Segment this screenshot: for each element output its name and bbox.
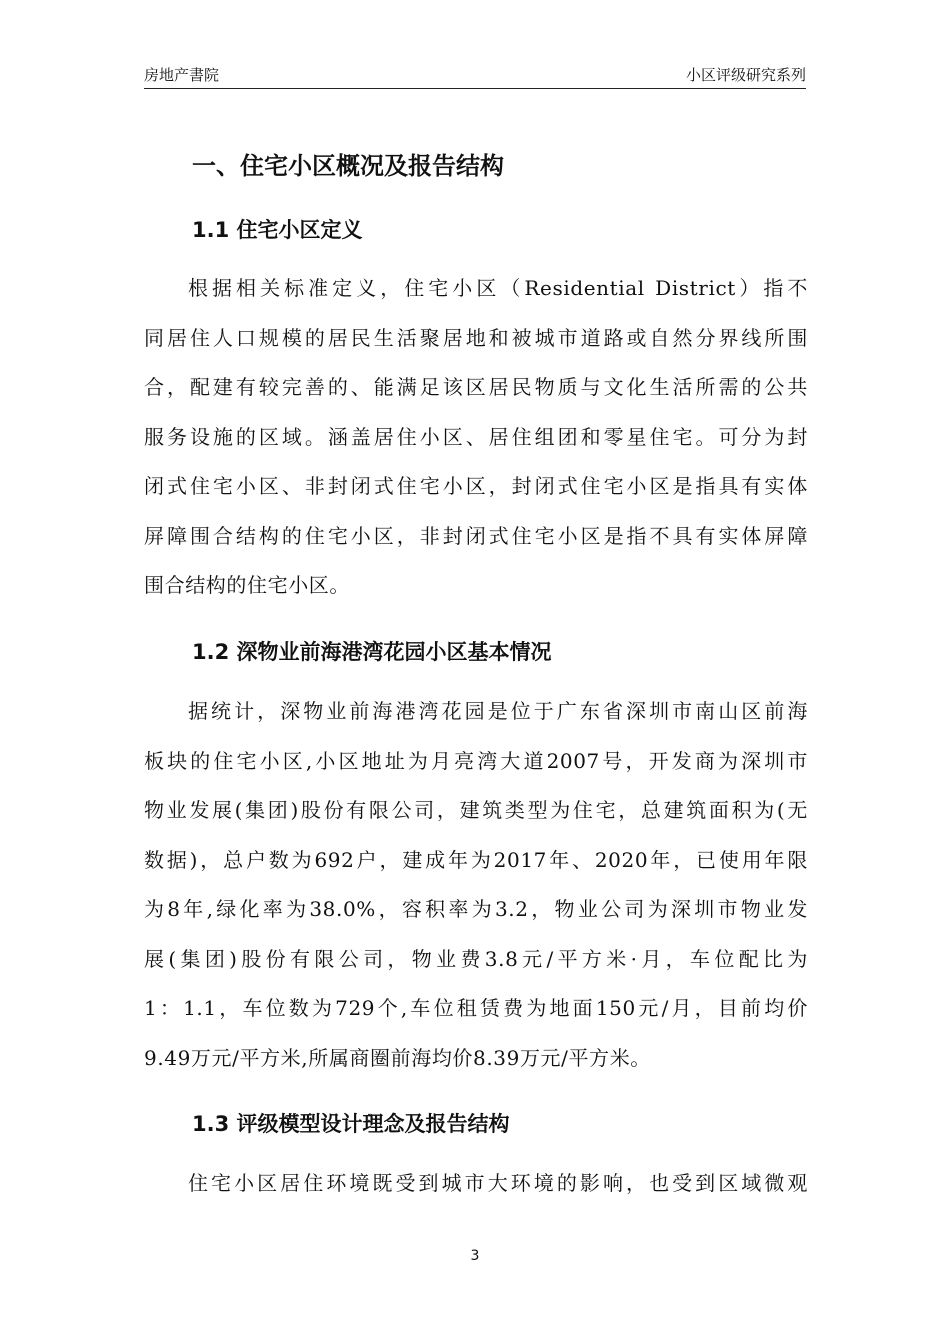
paragraph-line: 合，配建有较完善的、能满足该区居民物质与文化生活所需的公共 [144,375,808,399]
paragraph-line: 围合结构的住宅小区。 [144,573,350,597]
section-1-heading: 一、住宅小区概况及报告结构 [192,152,504,180]
paragraph-line: 数据)，总户数为692户，建成年为2017年、2020年，已使用年限 [144,847,808,872]
section-1-2-paragraph [144,687,808,1083]
section-1-1-paragraph [144,264,808,611]
page-header [144,64,806,89]
header-publisher: 房地产書院 [144,66,220,84]
section-1-1-heading: 1.1 住宅小区定义 [192,218,363,242]
paragraph-line: 9.49万元/平方米,所属商圈前海均价8.39万元/平方米。 [144,1045,651,1070]
section-1-2-heading: 1.2 深物业前海港湾花园小区基本情况 [192,640,552,664]
paragraph-line: 同居住人口规模的居民生活聚居地和被城市道路或自然分界线所围 [144,325,808,350]
paragraph-line: 根据相关标准定义，住宅小区（Residential District）指不 [188,276,808,300]
paragraph-line: 板块的住宅小区,小区地址为月亮湾大道2007号，开发商为深圳市 [144,748,808,773]
paragraph-line: 为8年,绿化率为38.0%，容积率为3.2，物业公司为深圳市物业发 [144,897,808,921]
section-1-3-heading: 1.3 评级模型设计理念及报告结构 [192,1112,510,1136]
page-number: 3 [470,1248,480,1264]
paragraph-line: 闭式住宅小区、非封闭式住宅小区，封闭式住宅小区是指具有实体 [144,474,808,498]
paragraph-line: 住宅小区居住环境既受到城市大环境的影响，也受到区域微观 [188,1171,808,1195]
paragraph-line: 物业发展(集团)股份有限公司，建筑类型为住宅，总建筑面积为(无 [144,798,808,822]
paragraph-line: 屏障围合结构的住宅小区，非封闭式住宅小区是指不具有实体屏障 [144,523,808,548]
paragraph-line: 1：1.1，车位数为729个,车位租赁费为地面150元/月，目前均价 [144,996,808,1020]
paragraph-line: 展(集团)股份有限公司，物业费3.8元/平方米·月，车位配比为 [144,946,808,971]
section-1-3-paragraph [144,1159,808,1209]
header-series-title: 小区评级研究系列 [685,66,806,84]
paragraph-line: 服务设施的区域。涵盖居住小区、居住组团和零星住宅。可分为封 [144,424,808,449]
paragraph-line: 据统计，深物业前海港湾花园是位于广东省深圳市南山区前海 [188,699,808,723]
